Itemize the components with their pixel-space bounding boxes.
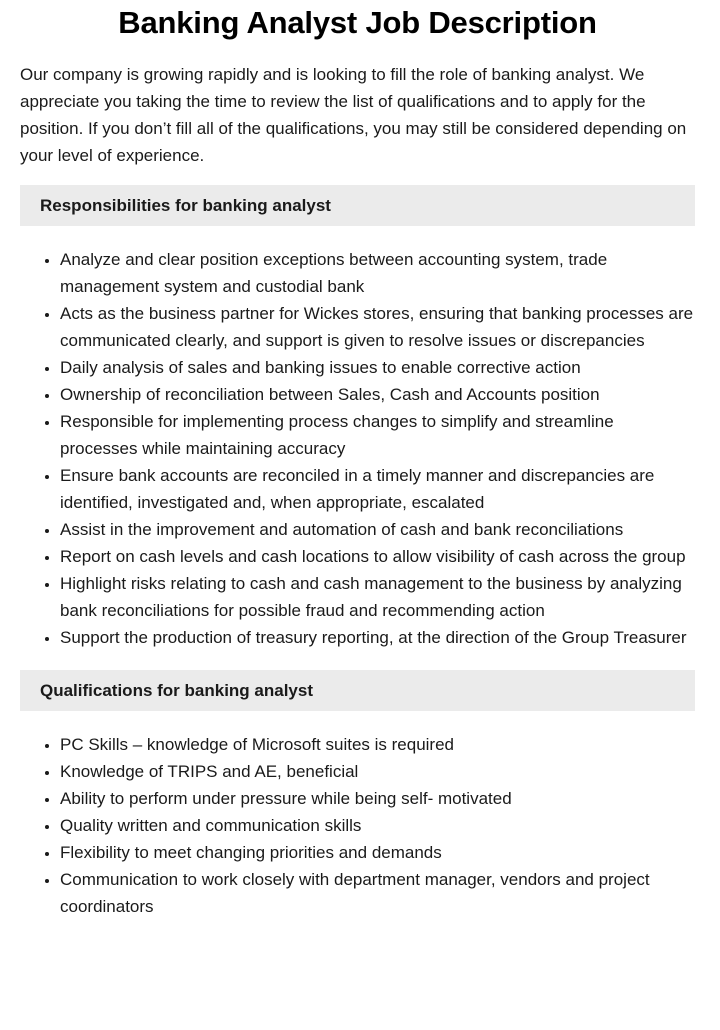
qualifications-list <box>20 731 695 920</box>
list-item: • Flexibility to meet changing priorities and demands <box>60 839 695 866</box>
list-item: • Support the production of treasury reporting, at the direction of the Group Treasurer <box>60 624 695 651</box>
list-item: • Communication to work closely with department manager, vendors and project coordinators <box>60 866 695 920</box>
page-title: Banking Analyst Job Description <box>118 5 597 40</box>
list-item: • Ensure bank accounts are reconciled in a timely manner and discrepancies are identified, investigated and, when appropriate, escalated <box>60 462 695 516</box>
list-item: • Report on cash levels and cash locations to allow visibility of cash across the group <box>60 543 695 570</box>
list-item: • Daily analysis of sales and banking issues to enable corrective action <box>60 354 695 381</box>
list-item: • Assist in the improvement and automation of cash and bank reconciliations <box>60 516 695 543</box>
intro-paragraph: Our company is growing rapidly and is looking to fill the role of banking analyst. We appreciate you taking the time to review the list of qualifications and to apply for the position. If you don’t fill all of the qualifications, you may still be considered depending on your level of experience. <box>20 65 687 165</box>
list-item: • PC Skills – knowledge of Microsoft suites is required <box>60 731 695 758</box>
list-item: • Highlight risks relating to cash and cash management to the business by analyzing bank reconciliations for possible fraud and recommending action <box>60 570 695 624</box>
responsibilities-header: Responsibilities for banking analyst <box>20 185 695 226</box>
list-item: • Quality written and communication skills <box>60 812 695 839</box>
qualifications-header: Qualifications for banking analyst <box>20 670 695 711</box>
list-item: • Responsible for implementing process changes to simplify and streamline processes while maintaining accuracy <box>60 408 695 462</box>
list-item: • Ability to perform under pressure while being self- motivated <box>60 785 695 812</box>
list-item: • Knowledge of TRIPS and AE, beneficial <box>60 758 695 785</box>
list-item: • Acts as the business partner for Wickes stores, ensuring that banking processes are communicated clearly, and support is given to resolve issues or discrepancies <box>60 300 695 354</box>
list-item: • Ownership of reconciliation between Sales, Cash and Accounts position <box>60 381 695 408</box>
responsibilities-list <box>20 246 695 651</box>
list-item: • Analyze and clear position exceptions between accounting system, trade management system and custodial bank <box>60 246 695 300</box>
